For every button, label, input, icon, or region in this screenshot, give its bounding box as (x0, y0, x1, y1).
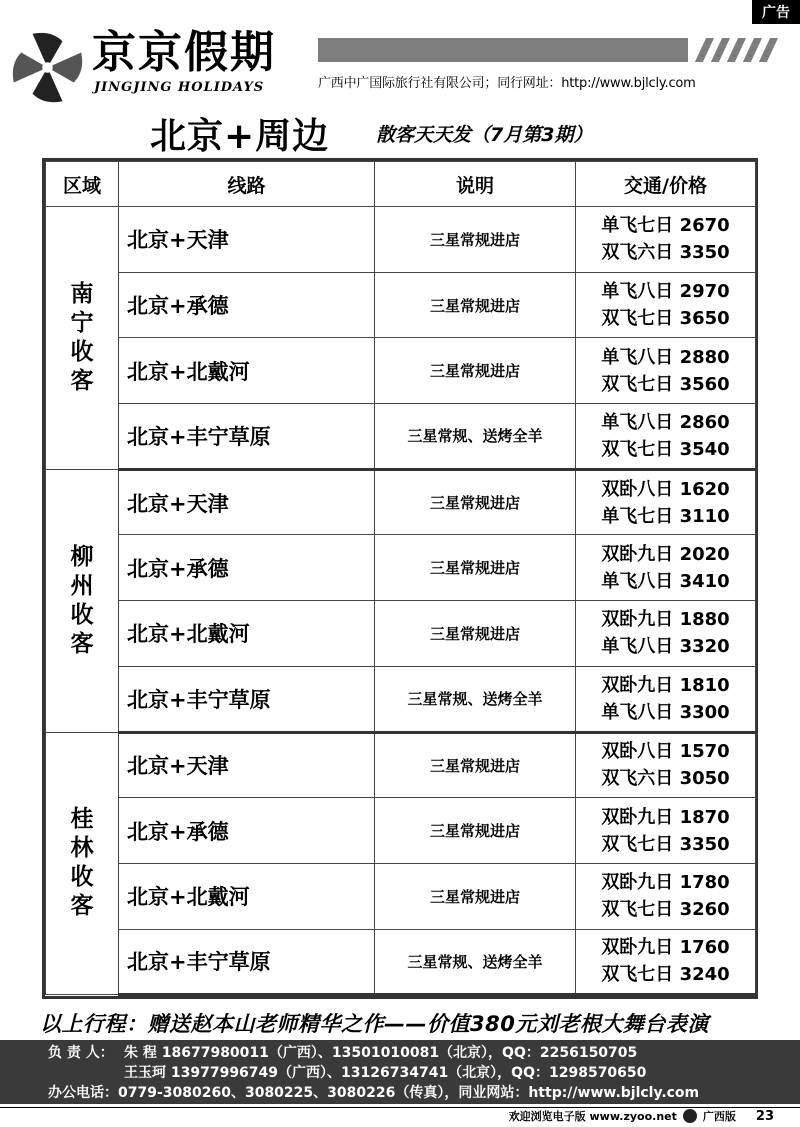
price-option-1: 双卧九日 1880 (601, 609, 730, 631)
price-option-2: 双飞七日 3540 (601, 438, 730, 460)
ad-tag: 广告 (752, 0, 800, 24)
price-option-2: 单飞八日 3410 (601, 570, 730, 592)
route-cell: 北京+承德 (119, 272, 375, 338)
route-cell: 北京+天津 (119, 732, 375, 798)
price-option-1: 双卧九日 2020 (601, 543, 730, 565)
contact-line-1: 朱 程 18677980011（广西）、13501010081（北京），QQ：2256150705 (124, 1045, 638, 1061)
contact-line-2: 王玉珂 13977996749（广西）、13126734741（北京），QQ：1298570650 (124, 1065, 647, 1081)
price-cell (576, 666, 756, 732)
note-cell: 三星常规、送烤全羊 (375, 666, 576, 732)
region-cell: 南宁收客 (46, 207, 119, 470)
price-cell (576, 207, 756, 273)
edition-logo-icon (683, 1109, 697, 1123)
header-route: 线路 (119, 162, 375, 207)
table-header-row (46, 162, 756, 207)
price-cell (576, 798, 756, 864)
price-option-1: 单飞七日 2670 (601, 215, 730, 237)
route-cell: 北京+北戴河 (119, 601, 375, 667)
table-row (46, 535, 756, 601)
note-cell: 三星常规进店 (375, 535, 576, 601)
table-row (46, 798, 756, 864)
price-option-2: 双飞七日 3260 (601, 899, 730, 921)
route-cell: 北京+承德 (119, 798, 375, 864)
price-option-2: 单飞八日 3300 (601, 701, 730, 723)
price-option-1: 单飞八日 2970 (601, 281, 730, 303)
route-cell: 北京+天津 (119, 207, 375, 273)
price-option-2: 单飞七日 3110 (601, 505, 730, 527)
price-option-1: 双卧八日 1570 (601, 741, 730, 763)
table-row (46, 404, 756, 470)
note-cell: 三星常规进店 (375, 732, 576, 798)
price-option-1: 双卧九日 1810 (601, 674, 730, 696)
price-cell (576, 732, 756, 798)
bonus-note: 以上行程：赠送赵本山老师精华之作——价值380元刘老根大舞台表演 (40, 1012, 709, 1036)
price-cell (576, 863, 756, 929)
table-row (46, 863, 756, 929)
page-title: 北京+周边 (150, 116, 330, 157)
region-cell: 柳州收客 (46, 469, 119, 732)
table-row (46, 601, 756, 667)
price-cell (576, 272, 756, 338)
route-cell: 北京+北戴河 (119, 338, 375, 404)
table-row (46, 272, 756, 338)
note-cell: 三星常规进店 (375, 601, 576, 667)
brand-name-english: JINGJING HOLIDAYS (94, 80, 265, 95)
price-option-2: 双飞六日 3350 (601, 242, 730, 264)
price-option-2: 单飞八日 3320 (601, 636, 730, 658)
price-table (42, 158, 758, 999)
contact-bar (0, 1040, 800, 1104)
route-cell: 北京+承德 (119, 535, 375, 601)
note-cell: 三星常规进店 (375, 469, 576, 535)
company-line: 广西中广国际旅行社有限公司；同行网址：http://www.bjlcly.com (318, 76, 696, 91)
price-cell (576, 601, 756, 667)
header-note: 说明 (375, 162, 576, 207)
note-cell: 三星常规进店 (375, 272, 576, 338)
table-row (46, 207, 756, 273)
header-price: 交通/价格 (576, 162, 756, 207)
price-option-1: 双卧九日 1760 (601, 937, 730, 959)
route-cell: 北京+丰宁草原 (119, 404, 375, 470)
price-option-1: 单飞八日 2860 (601, 411, 730, 433)
price-cell (576, 535, 756, 601)
price-option-1: 单飞八日 2880 (601, 346, 730, 368)
price-cell (576, 404, 756, 470)
price-option-1: 双卧九日 1870 (601, 806, 730, 828)
table-row (46, 338, 756, 404)
price-cell (576, 929, 756, 995)
table-row (46, 732, 756, 798)
page-number: 23 (755, 1108, 774, 1124)
route-cell: 北京+北戴河 (119, 863, 375, 929)
note-cell: 三星常规进店 (375, 207, 576, 273)
note-cell: 三星常规进店 (375, 863, 576, 929)
note-cell: 三星常规、送烤全羊 (375, 929, 576, 995)
region-cell: 桂林收客 (46, 732, 119, 995)
header-region: 区域 (46, 162, 119, 207)
contact-label: 负 责 人： (48, 1045, 114, 1061)
price-option-2: 双飞六日 3050 (601, 768, 730, 790)
price-option-1: 双卧八日 1620 (601, 478, 730, 500)
footer-text: 欢迎浏览电子版 www.zyoo.net (508, 1110, 677, 1123)
brand-name: 京京假期 (92, 27, 276, 78)
price-option-2: 双飞七日 3650 (601, 308, 730, 330)
table-row (46, 929, 756, 995)
table-row (46, 469, 756, 535)
header-stripe (318, 38, 782, 62)
price-option-2: 双飞七日 3350 (601, 833, 730, 855)
note-cell: 三星常规进店 (375, 798, 576, 864)
note-cell: 三星常规、送烤全羊 (375, 404, 576, 470)
route-cell: 北京+丰宁草原 (119, 666, 375, 732)
note-cell: 三星常规进店 (375, 338, 576, 404)
route-cell: 北京+天津 (119, 469, 375, 535)
footer-edition: 广西版 (702, 1110, 736, 1123)
price-option-2: 双飞七日 3240 (601, 964, 730, 986)
price-cell (576, 469, 756, 535)
price-option-2: 双飞七日 3560 (601, 373, 730, 395)
route-cell: 北京+丰宁草原 (119, 929, 375, 995)
price-cell (576, 338, 756, 404)
footer (509, 1108, 774, 1124)
price-option-1: 双卧九日 1780 (601, 872, 730, 894)
page-subtitle: 散客天天发（7月第3期） (376, 124, 593, 146)
brand-logo-icon (10, 30, 85, 105)
contact-line-3: 办公电话：0779-3080260、3080225、3080226（传真），同业网站：http://www.bjlcly.com (48, 1085, 700, 1101)
table-row (46, 666, 756, 732)
